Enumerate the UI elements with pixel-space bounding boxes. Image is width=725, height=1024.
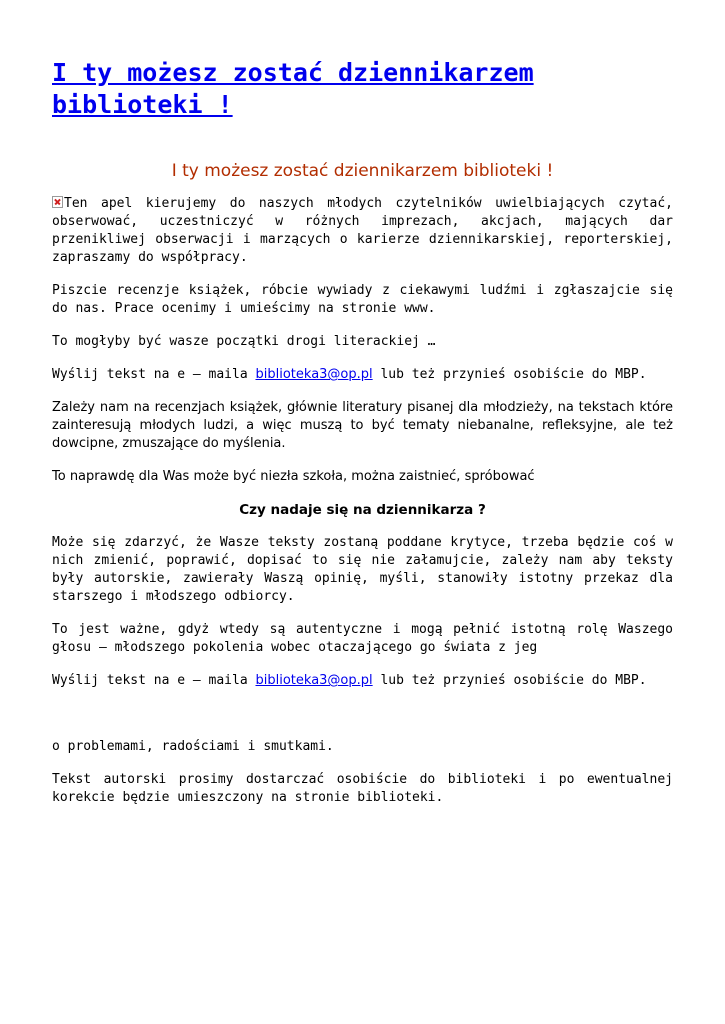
email-link[interactable]: biblioteka3@op.pl	[255, 673, 373, 688]
broken-image-icon	[52, 196, 63, 208]
send-text-after: lub też przynieś osobiście do MBP.	[372, 673, 647, 688]
paragraph-problems: o problemami, radościami i smutkami.	[52, 739, 334, 754]
intro-paragraph	[52, 195, 673, 267]
document-page	[52, 0, 673, 807]
paragraph-reviews: Piszcie recenzje książek, róbcie wywiady z ciekawymi ludźmi i zgłaszajcie się do nas. Prace ocenimy i umieścimy na stronie www.	[52, 283, 673, 316]
paragraph-school: To naprawdę dla Was może być niezła szkoła, można zaistnieć, spróbować	[52, 469, 535, 484]
section-heading: Czy nadaje się na dziennikarza ?	[239, 502, 486, 518]
page-title	[52, 57, 673, 121]
paragraph-authentic: To jest ważne, gdyż wtedy są autentyczne i mogą pełnić istotną rolę Waszego głosu – młodszego pokolenia wobec otaczającego go świata z jeg	[52, 622, 673, 655]
spacer	[52, 705, 673, 738]
email-link[interactable]: biblioteka3@op.pl	[255, 367, 373, 382]
send-text-before: Wyślij tekst na e – maila	[52, 673, 256, 688]
paragraph-delivery: Tekst autorski prosimy dostarczać osobiście do biblioteki i po ewentualnej korekcie będzie umieszczony na stronie biblioteki.	[52, 772, 673, 805]
article-body	[52, 195, 673, 807]
intro-text: Ten apel kierujemy do naszych młodych czytelników uwielbiających czytać, obserwować, uczestniczyć w różnych imprezach, akcjach, mających dar przenikliwej obserwacji i marzących o karierze dziennikarskiej, reporterskiej, zapraszamy do współpracy.	[52, 196, 673, 265]
send-text-before: Wyślij tekst na e – maila	[52, 367, 256, 382]
send-text-after: lub też przynieś osobiście do MBP.	[372, 367, 647, 382]
paragraph-send-email-1	[52, 366, 673, 384]
title-link[interactable]: I ty możesz zostać dziennikarzem biblioteki !	[52, 58, 534, 119]
paragraph-beginnings: To mogłyby być wasze początki drogi literackiej …	[52, 334, 436, 349]
paragraph-send-email-2	[52, 672, 673, 690]
paragraph-criticism: Może się zdarzyć, że Wasze teksty zostaną poddane krytyce, trzeba będzie coś w nich zmienić, poprawić, dopisać to się nie załamujcie, zależy nam aby teksty były autorskie, zawierały Waszą opinię, myśli, stanowiły istotny przekaz dla starszego i młodszego odbiorcy.	[52, 535, 673, 604]
article-subtitle: I ty możesz zostać dziennikarzem biblioteki !	[171, 161, 554, 181]
paragraph-topics: Zależy nam na recenzjach książek, głównie literatury pisanej dla młodzieży, na tekstach które zainteresują młodych ludzi, a więc muszą to być tematy niebanalne, refleksyjne, ale też dowcipne, zmuszające do myślenia.	[52, 400, 673, 451]
